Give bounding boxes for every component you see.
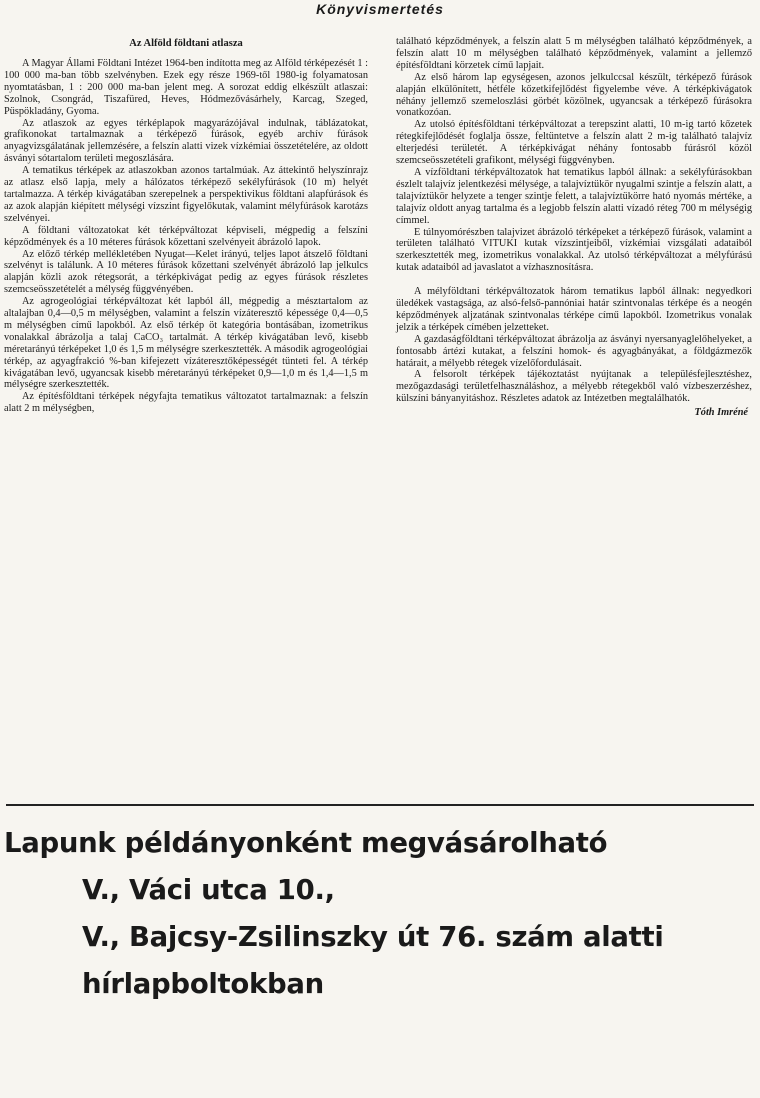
paragraph: található képződmények, a felszín alatt 5 m mélységben található képződmények, a felszín alatt 10 m mélységben található képződmények, valamint a jellemző építésföldtani körzetek című lapjait. bbox=[396, 36, 752, 71]
author-signature: Tóth Imréné bbox=[694, 407, 748, 419]
paragraph: Az atlaszok az egyes térképlapok magyarázójával indulnak, táblázatokat, grafikonokat tartalmaznak a térképező fúrások, egyéb archív fúrások anyagvizsgálatának jellemzésére, a felszín alatti vizek vízkémiai összetételére, az oldott ásványi sótartalom területi megoszlására. bbox=[4, 117, 368, 165]
paragraph: Az előző térkép mellékletében Nyugat—Kelet irányú, teljes lapot átszelő földtani szelvényt is találunk. A 10 méteres fúrások kőzettani szelvényét ábrázoló lap jelkulcs alapján közli azok rétegsorát, a térképkivágat pedig az egyes fúrások részletes szemcseösszetételét a mélység függvényében. bbox=[4, 248, 368, 296]
paragraph: Az agrogeológiai térképváltozat két lapból áll, mégpedig a mésztartalom az altalajban 0,4—0,5 m mélységben, valamint a felszín vízáteresztő képessége 0,4—0,5 m mélységben című lapokból. Az első térkép öt kategória bontásában, izometrikus vonalakkal ábrázolja a talaj CaCO₃ tartalmát. A térkép kivágatában levő, kisebb méretarányú térképeket 1,0 és 1,5 m mélységre szerkesztették. A második agrogeológiai térkép, az agyagfrakció %-ban kifejezett vízáteresztőképességét tünteti fel. A térkép kivágatában levő, ugyancsak kisebb méretarányú térképeket 0,9—1,0 m és 1,4—1,5 m mélységre szerkesztették. bbox=[4, 296, 368, 391]
paragraph: A felsorolt térképek tájékoztatást nyújtanak a településfejlesztéshez, mezőgazdasági területfelhasználáshoz, a mélyebb rétegekből való vízbeszerzéshez, külszíni bányanyitáshoz. Részletes adatok az Intézetben megtalálhatók. bbox=[396, 369, 752, 405]
paragraph: A tematikus térképek az atlaszokban azonos tartalmúak. Az áttekintő helyszínrajz az atlasz első lapja, mely a hálózatos térképező sekélyfúrások (10 m) helyét tartalmazza. A térkép kivágatában szerepelnek a perspektivikus földtani alapfúrások és az azok alapján kiépített mélységi vízszint figyelőkutak, valamint mélyfúrások karotázs szelvényei. bbox=[4, 165, 368, 224]
section-title: Könyvismertetés bbox=[316, 1, 444, 17]
paragraph: A földtani változatokat két térképváltozat képviseli, mégpedig a felszíni képződmények és a 10 méteres fúrások kőzettani szelvényeit ábrázoló lapok. bbox=[4, 224, 368, 248]
paragraph: Az első három lap egységesen, azonos jelkulccsal készült, térképező fúrások alapján elkülönített, hétféle kőzetkifejlődést figyelembe véve. A térképkivágatok néhány jellemző szemeloszlási görbét közölnek, ugyancsak a térképező fúrásokra vonatkozóan. bbox=[396, 71, 752, 119]
paragraph: A Magyar Állami Földtani Intézet 1964-ben indította meg az Alföld térképezését 1 : 100 000 ma-ban több szelvényben. Ezek egy része 1969-től 1980-ig folyamatosan nyomtatásban, 1 : 200 000 ma-ban jelent meg. A sorozat eddig elkészült atlaszai: Szolnok, Csongrád, Tiszafüred, Heves, Hódmezővásárhely, Karcag, Szeged, Püspökladány, Gyoma. bbox=[4, 58, 368, 117]
ad-line: V., Váci utca 10., bbox=[82, 874, 335, 906]
ad-line: Lapunk példányonként megvásárolható bbox=[4, 827, 608, 859]
divider bbox=[6, 804, 754, 806]
paragraph: A vízföldtani térképváltozatok hat tematikus lapból állnak: a sekélyfúrásokban észlelt talajvíz jelentkezési mélysége, a talajvíztükör nyugalmi szintje a felszín alatt, a talajvíztükör helyzete a tenger szintje felett, a talajvíztükörre ható nyomás mértéke, a talajvíz oldott anyag tartalma és a legjobb felszín alatti vízadó réteg 700 m mélységig címmel. bbox=[396, 166, 752, 226]
paragraph: Az utolsó építésföldtani térképváltozat a terepszint alatti, 10 m-ig tartó kőzetek rétegkifejlődését foglalja össze, feltüntetve a felszín alatt 2 m-ig található talajvíz elterjedési területét. A térképkivágat néhány fontosabb fúrásról közöl szemcseösszetételi grafikont, mélységi függvényben. bbox=[396, 119, 752, 167]
ad-line: hírlapboltokban bbox=[82, 968, 324, 1000]
ad-line: V., Bajcsy-Zsilinszky út 76. szám alatti bbox=[82, 921, 664, 953]
left-column bbox=[4, 38, 368, 415]
paragraph: E túlnyomórészben talajvizet ábrázoló térképeket a térképező fúrások, valamint a területen található VITUKI kutak vízszintjeiből, vízkémiai vizsgálati adataiból szerkesztették meg, izometrikus vonalakkal. Az utolsó térképváltozat a mélyfúrású kutak adataiból ad javaslatot a vízhasznosításra. bbox=[396, 226, 752, 274]
advertisement bbox=[4, 820, 756, 1008]
paragraph: A mélyföldtani térképváltozatok három tematikus lapból állnak: negyedkori üledékek vastagsága, az alsó-felső-pannóniai határ szintvonalas térképe és a neogén képződmények aljzatának szintvonalas térképe című lapokból. Izometrikus vonalak jelzik a térképek címében jelzetteket. bbox=[396, 286, 752, 333]
paragraph: Az építésföldtani térképek négyfajta tematikus változatot tartalmaznak: a felszín alatt 2 m mélységben, bbox=[4, 391, 368, 415]
article-title: Az Alföld földtani atlasza bbox=[129, 38, 243, 49]
right-column bbox=[396, 36, 752, 419]
paragraph: A gazdaságföldtani térképváltozat ábrázolja az ásványi nyersanyaglelőhelyeket, a fontosabb ártézi kutakat, a felszíni homok- és agyagbányákat, a földgázmezők határait, a mélyebb rétegek vízelőfordulásait. bbox=[396, 333, 752, 369]
